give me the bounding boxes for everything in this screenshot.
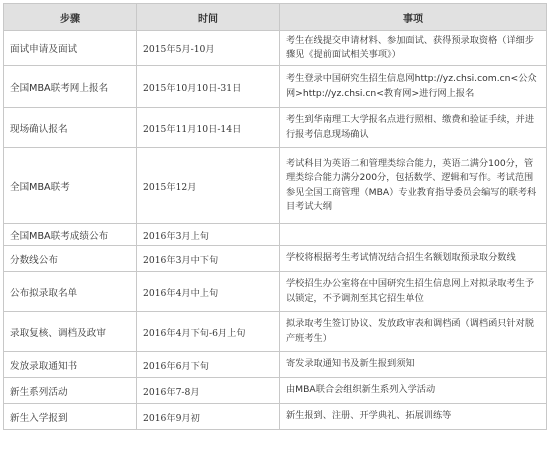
time-cell: 2016年6月下旬 — [137, 352, 280, 378]
table-row — [4, 246, 547, 272]
time-cell: 2016年3月上旬 — [137, 224, 280, 246]
item-cell: 考生在线提交申请材料、参加面试、获得预录取资格（详细步骤见《提前面试相关事项》） — [280, 31, 547, 66]
time-cell: 2015年12月 — [137, 148, 280, 224]
item-cell — [280, 224, 547, 246]
item-cell: 新生报到、注册、开学典礼、拓展训练等 — [280, 404, 547, 430]
item-cell: 学校招生办公室将在中国研究生招生信息网上对拟录取考生予以锁定，不予调剂至其它招生单位 — [280, 272, 547, 312]
time-cell: 2016年7-8月 — [137, 378, 280, 404]
header-item: 事项 — [280, 4, 547, 31]
mba-admission-schedule-table — [3, 3, 547, 430]
step-cell: 新生系列活动 — [4, 378, 137, 404]
table-row — [4, 148, 547, 224]
time-cell: 2016年3月中下旬 — [137, 246, 280, 272]
step-cell: 全国MBA联考 — [4, 148, 137, 224]
time-cell: 2016年4月下旬-6月上旬 — [137, 312, 280, 352]
item-cell: 寄发录取通知书及新生报到须知 — [280, 352, 547, 378]
step-cell: 全国MBA联考网上报名 — [4, 66, 137, 108]
table-row — [4, 312, 547, 352]
item-cell: 拟录取考生签订协议、发放政审表和调档函（调档函只针对脱产班考生） — [280, 312, 547, 352]
item-cell: 考试科目为英语二和管理类综合能力，英语二满分100分，管理类综合能力满分200分，包括数学、逻辑和写作。考试范围参见全国工商管理（MBA）专业教育指导委员会编写的联考科目考试大纲 — [280, 148, 547, 224]
header-time: 时间 — [137, 4, 280, 31]
table-row — [4, 404, 547, 430]
step-cell: 公布拟录取名单 — [4, 272, 137, 312]
item-cell: 由MBA联合会组织新生系列入学活动 — [280, 378, 547, 404]
step-cell: 录取复核、调档及政审 — [4, 312, 137, 352]
step-cell: 新生入学报到 — [4, 404, 137, 430]
table-row — [4, 224, 547, 246]
time-cell: 2015年11月10日-14日 — [137, 108, 280, 148]
table-row — [4, 352, 547, 378]
time-cell: 2016年4月中上旬 — [137, 272, 280, 312]
table-header-row — [4, 4, 547, 31]
step-cell: 全国MBA联考成绩公布 — [4, 224, 137, 246]
header-step: 步骤 — [4, 4, 137, 31]
item-cell: 考生登录中国研究生招生信息网http://yz.chsi.com.cn<公众网>http://yz.chsi.cn<教育网>进行网上报名 — [280, 66, 547, 108]
item-cell: 考生到华南理工大学报名点进行照相、缴费和验证手续，并进行报考信息现场确认 — [280, 108, 547, 148]
step-cell: 面试申请及面试 — [4, 31, 137, 66]
table-row — [4, 66, 547, 108]
table-row — [4, 272, 547, 312]
time-cell: 2015年5月-10月 — [137, 31, 280, 66]
step-cell: 现场确认报名 — [4, 108, 137, 148]
time-cell: 2016年9月初 — [137, 404, 280, 430]
table-row — [4, 108, 547, 148]
table-row — [4, 31, 547, 66]
step-cell: 发放录取通知书 — [4, 352, 137, 378]
step-cell: 分数线公布 — [4, 246, 137, 272]
time-cell: 2015年10月10日-31日 — [137, 66, 280, 108]
item-cell: 学校将根据考生考试情况结合招生名额划取预录取分数线 — [280, 246, 547, 272]
table-row — [4, 378, 547, 404]
